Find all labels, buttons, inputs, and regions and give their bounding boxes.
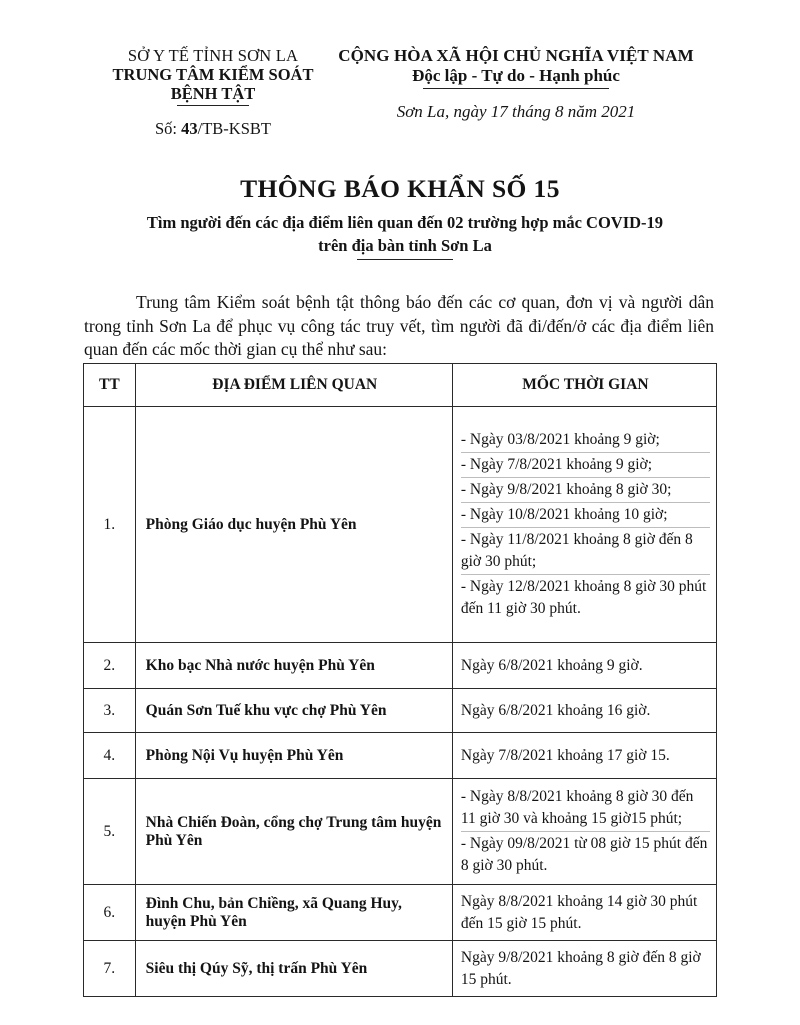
row-place: Phòng Giáo dục huyện Phù Yên bbox=[135, 407, 452, 643]
time-entry: Ngày 7/8/2021 khoảng 17 giờ 15. bbox=[460, 746, 670, 764]
time-entry: - Ngày 7/8/2021 khoảng 9 giờ; bbox=[461, 453, 710, 478]
row-place: Nhà Chiến Đoàn, cổng chợ Trung tâm huyện Phù Yên bbox=[135, 779, 452, 885]
subtitle-line2: trên địa bàn tỉnh Sơn La bbox=[318, 236, 492, 255]
row-number: 6. bbox=[84, 885, 136, 941]
table-row bbox=[84, 689, 717, 733]
table-header-row bbox=[84, 364, 717, 407]
header-place: ĐỊA ĐIỂM LIÊN QUAN bbox=[135, 364, 452, 407]
row-place: Siêu thị Qúy Sỹ, thị trấn Phù Yên bbox=[135, 941, 452, 997]
national-heading bbox=[326, 46, 706, 122]
row-times bbox=[452, 643, 716, 689]
intro-paragraph: Trung tâm Kiểm soát bệnh tật thông báo đến các cơ quan, đơn vị và người dân trong tỉnh Sơn La để phục vụ công tác truy vết, tìm người đã đi/đến/ở các địa điểm liên quan đến các mốc thời gian cụ thể như sau: bbox=[84, 292, 714, 359]
issuer-department: SỞ Y TẾ TỈNH SƠN LA bbox=[127, 46, 299, 65]
motto-underline bbox=[423, 88, 609, 89]
row-times bbox=[452, 885, 716, 941]
time-entry: - Ngày 03/8/2021 khoảng 9 giờ; bbox=[461, 428, 710, 453]
row-number: 4. bbox=[84, 733, 136, 779]
document-title: THÔNG BÁO KHẨN SỐ 15 bbox=[240, 174, 560, 203]
header-tt: TT bbox=[84, 364, 136, 407]
time-entry: - Ngày 10/8/2021 khoảng 10 giờ; bbox=[461, 503, 710, 528]
row-times bbox=[452, 941, 716, 997]
row-place: Quán Sơn Tuế khu vực chợ Phù Yên bbox=[135, 689, 452, 733]
time-entry: Ngày 8/8/2021 khoảng 14 giờ 30 phút đến 15 giờ 15 phút. bbox=[460, 892, 698, 932]
time-entry: - Ngày 12/8/2021 khoảng 8 giờ 30 phút đến 11 giờ 30 phút. bbox=[460, 578, 707, 617]
issuer-center-line2: BỆNH TẬT bbox=[170, 84, 256, 103]
time-entry: Ngày 6/8/2021 khoảng 16 giờ. bbox=[460, 701, 651, 719]
table-row bbox=[84, 779, 717, 885]
row-number: 5. bbox=[84, 779, 136, 885]
row-number: 1. bbox=[84, 407, 136, 643]
country-name: CỘNG HÒA XÃ HỘI CHỦ NGHĨA VIỆT NAM bbox=[338, 46, 694, 65]
country-motto: Độc lập - Tự do - Hạnh phúc bbox=[412, 66, 620, 85]
row-times bbox=[452, 689, 716, 733]
table-row bbox=[84, 941, 717, 997]
row-place: Phòng Nội Vụ huyện Phù Yên bbox=[135, 733, 452, 779]
row-times bbox=[452, 733, 716, 779]
table-row bbox=[84, 733, 717, 779]
subtitle-line1: Tìm người đến các địa điểm liên quan đến 02 trường hợp mắc COVID-19 bbox=[146, 213, 664, 232]
row-times bbox=[452, 407, 716, 643]
time-entry: - Ngày 11/8/2021 khoảng 8 giờ đến 8 giờ 30 phút; bbox=[461, 528, 710, 575]
locations-table bbox=[83, 363, 717, 997]
table-row bbox=[84, 885, 717, 941]
time-entry: - Ngày 8/8/2021 khoảng 8 giờ 30 đến 11 giờ 30 và khoảng 15 giờ15 phút; bbox=[461, 785, 710, 832]
table-row bbox=[84, 643, 717, 689]
time-entry: Ngày 9/8/2021 khoảng 8 giờ đến 8 giờ 15 phút. bbox=[460, 948, 701, 988]
issuer-center-line1: TRUNG TÂM KIỂM SOÁT bbox=[112, 65, 314, 84]
issuer-underline bbox=[177, 105, 249, 106]
row-number: 2. bbox=[84, 643, 136, 689]
time-entry: - Ngày 09/8/2021 từ 08 giờ 15 phút đến 8 giờ 30 phút. bbox=[460, 835, 708, 874]
subtitle-underline bbox=[357, 259, 453, 260]
document-date: Sơn La, ngày 17 tháng 8 năm 2021 bbox=[396, 102, 636, 121]
document-subtitle bbox=[90, 211, 720, 260]
row-number: 3. bbox=[84, 689, 136, 733]
row-number: 7. bbox=[84, 941, 136, 997]
issuer-block bbox=[88, 46, 338, 138]
time-entry: - Ngày 9/8/2021 khoảng 8 giờ 30; bbox=[461, 478, 710, 503]
row-place: Đình Chu, bản Chiềng, xã Quang Huy, huyện Phù Yên bbox=[135, 885, 452, 941]
document-number: Số: 43/TB-KSBT bbox=[155, 119, 271, 138]
row-place: Kho bạc Nhà nước huyện Phù Yên bbox=[135, 643, 452, 689]
row-times bbox=[452, 779, 716, 885]
time-entry: Ngày 6/8/2021 khoảng 9 giờ. bbox=[460, 656, 643, 674]
header-time: MỐC THỜI GIAN bbox=[452, 364, 716, 407]
table-row bbox=[84, 407, 717, 643]
